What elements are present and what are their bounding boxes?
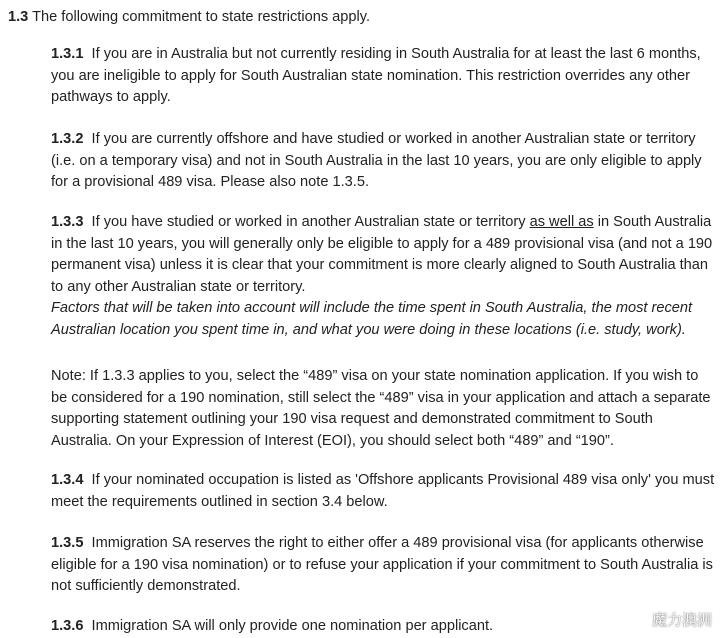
section-heading <box>8 7 370 27</box>
note-paragraph <box>51 366 716 452</box>
clause-text-part-b: in South Australia in the last 10 years, you will generally only be eligible to apply for a 489 provisional visa (and not a 190 permanent visa) unless it is clear that your commitment is more clearly aligned to South Australia than to any other Australian state or territory. <box>51 214 713 295</box>
section-heading-text: The following commitment to state restrictions apply. <box>32 9 371 25</box>
clause-text: If you are currently offshore and have studied or worked in another Australian state or territory (i.e. on a temporary visa) and not in South Australia in the last 10 years, you are only eligible to apply for a provisional 489 visa. Please also note 1.3.5. <box>51 131 702 191</box>
clause-number: 1.3.5 <box>51 535 84 551</box>
clause-text: If you are in Australia but not currently residing in South Australia for at least the last 6 months, you are ineligible to apply for South Australian state nomination. This restriction overrides any other pathways to apply. <box>51 46 701 106</box>
clause-number: 1.3.2 <box>51 131 84 147</box>
watermark <box>624 609 712 630</box>
clause-text: If your nominated occupation is listed as 'Offshore applicants Provisional 489 visa only' you must meet the requirements outlined in section 3.4 below. <box>51 472 715 510</box>
clause-1-3-6 <box>51 616 716 638</box>
watermark-text: 魔力澳洲 <box>651 612 712 629</box>
clause-1-3-1 <box>51 44 716 109</box>
emphasis-underline: as well as <box>529 214 594 230</box>
clause-number: 1.3.3 <box>51 214 84 230</box>
clause-1-3-5 <box>51 533 716 598</box>
section-number: 1.3 <box>8 9 29 25</box>
clause-text-part-a: If you have studied or worked in another Australian state or territory <box>91 214 530 230</box>
clause-1-3-3 <box>51 212 716 342</box>
weibo-icon <box>624 610 648 630</box>
clause-text: Immigration SA will only provide one nomination per applicant. <box>91 618 494 634</box>
factors-note: Factors that will be taken into account will include the time spent in South Australia, the most recent Australian location you spent time in, and what you were doing in these locations (i.e. study, work). <box>51 300 693 338</box>
clause-number: 1.3.4 <box>51 472 84 488</box>
clause-1-3-4 <box>51 470 716 513</box>
clause-1-3-2 <box>51 129 716 194</box>
clause-text: Immigration SA reserves the right to either offer a 489 provisional visa (for applicants otherwise eligible for a 190 visa nomination) or to refuse your application if your commitment to South Australia is not sufficiently demonstrated. <box>51 535 713 595</box>
note-text: Note: If 1.3.3 applies to you, select the “489” visa on your state nomination application. If you wish to be considered for a 190 nomination, still select the “489” visa in your application and attach a separate supporting statement outlining your 190 visa request and demonstrated commitment to South Australia. On your Expression of Interest (EOI), you should select both “489” and “190”. <box>51 368 711 449</box>
clause-number: 1.3.1 <box>51 46 84 62</box>
clause-number: 1.3.6 <box>51 618 84 634</box>
